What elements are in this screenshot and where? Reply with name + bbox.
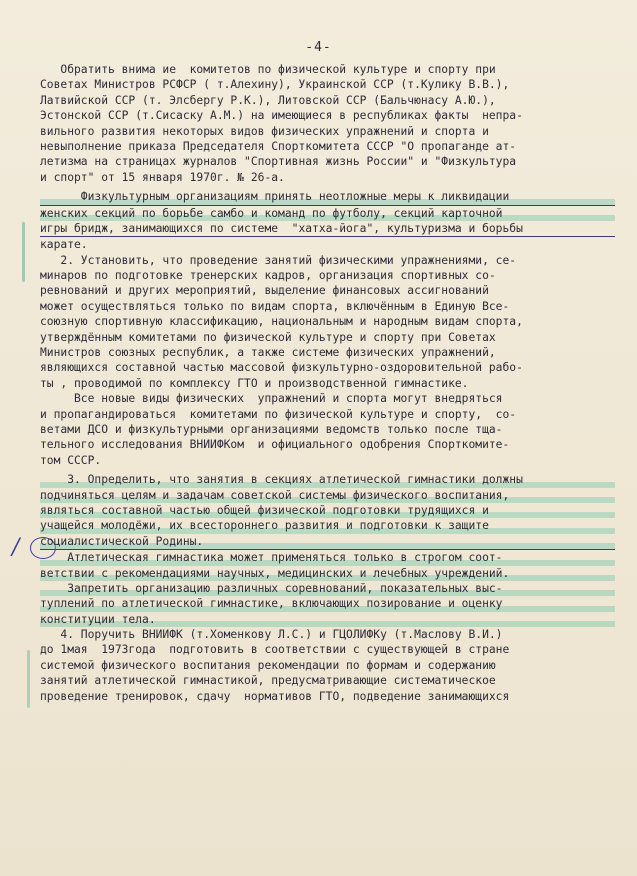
text-line: невыполнение приказа Председателя Спорткомитета СССР "О пропаганде ат-	[40, 139, 517, 153]
text-line: летизма на страницах журналов "Спортивная жизнь России" и "Физкультура	[40, 155, 517, 169]
document-body	[40, 62, 615, 704]
text-line: Все новые виды физических упражнений и спорта могут внедряться	[40, 392, 503, 406]
text-line: утверждённым комитетами по физической культуре и спорту при Советах	[40, 330, 496, 344]
text-line: тельного исследования ВНИИФКом и официального одобрения Спорткомите-	[40, 438, 510, 452]
text-line: ветами ДСО и физкультурными организациями ведомств только после тща-	[40, 422, 503, 436]
highlighted-line: Атлетическая гимнастика может применяться только в строгом соот-	[40, 550, 615, 565]
margin-highlight-mark	[27, 650, 30, 708]
margin-pen-mark: /	[12, 535, 20, 560]
text-line: карате.	[40, 238, 88, 252]
highlighted-line: ветствии с рекомендациями научных, медицинских и лечебных учреждений.	[40, 566, 615, 581]
text-line: том СССР.	[40, 453, 102, 467]
text-line: и пропагандироваться комитетами по физической культуре и спорту, со-	[40, 407, 517, 421]
text-line: занятий атлетической гимнастикой, предусматривающие систематическое	[40, 674, 496, 688]
highlighted-line: Физкультурным организациям принять неотложные меры к ликвидации	[40, 189, 615, 205]
text-line: являющихся составной частью массовой физкультурно-оздоровительной рабо-	[40, 361, 523, 375]
text-line: союзную спортивную классификацию, национальным и народным видам спорта,	[40, 315, 523, 329]
highlighted-line: учащейся молодёжи, их всестороннего развития и подготовки к защите	[40, 518, 615, 533]
highlighted-line: являться составной частью общей физической подготовки трудящихся и	[40, 503, 615, 518]
text-line: Советах Министров РСФСР ( т.Алехину), Украинской ССР (т.Кулику В.В.),	[40, 78, 510, 92]
highlighted-line: социалистической Родины.	[40, 534, 615, 550]
highlighted-line: Запретить организацию различных соревнований, показательных выс-	[40, 581, 615, 596]
text-line: Обратить внима ие комитетов по физической культуре и спорту при	[40, 63, 496, 76]
text-line: ревнований и других мероприятий, выделение финансовых ассигнований	[40, 284, 489, 298]
text-line: и спорт" от 15 января 1970г. № 26-а.	[40, 170, 285, 184]
text-line: минаров по подготовке тренерских кадров, организация спортивных со-	[40, 269, 496, 283]
highlighted-line: 3. Определить, что занятия в секциях атлетической гимнастики должны	[40, 472, 615, 487]
text-line: 4. Поручить ВНИИФК (т.Хоменкову Л.С.) и ГЦОЛИФКу (т.Маслову В.И.)	[40, 628, 503, 642]
text-line: может осуществляться только по видам спорта, включённым в Единую Все-	[40, 299, 510, 313]
text-line: Латвийской ССР (т. Элсбергу Р.К.), Литовской ССР (Бальчюнасу А.Ю.),	[40, 93, 496, 107]
text-line: Министров союзных республик, а также системе физических упражнений,	[40, 346, 496, 360]
text-line: вильного развития некоторых видов физических упражнений и спорта и	[40, 124, 489, 138]
text-line: Эстонской ССР (т.Сисаску А.М.) на имеющиеся в республиках факты непра-	[40, 109, 523, 123]
margin-highlight-mark	[22, 222, 25, 282]
highlighted-line: подчиняться целям и задачам советской системы физического воспитания,	[40, 488, 615, 503]
highlighted-line: конституции тела.	[40, 612, 615, 627]
page-number: -4-	[305, 40, 332, 55]
text-line: до 1мая 1973года подготовить в соответствии с существующей в стране	[40, 643, 510, 657]
highlighted-line: женских секций по борьбе самбо и команд по футболу, секций карточной	[40, 206, 615, 221]
text-line: системой физического воспитания рекомендации по формам и содержанию	[40, 658, 496, 672]
text-line: ты , проводимой по комплексу ГТО и производственной гимнастике.	[40, 376, 469, 390]
underlined-line: игры бридж, занимающихся по системе "хатха-йога", культуризма и борьбы	[40, 221, 615, 237]
text-line: 2. Установить, что проведение занятий физическими упражнениями, се-	[40, 253, 517, 267]
highlighted-line: туплений по атлетической гимнастике, включающих позирование и оценку	[40, 596, 615, 611]
text-line: проведение тренировок, сдачу нормативов ГТО, подведение занимающихся	[40, 689, 510, 703]
